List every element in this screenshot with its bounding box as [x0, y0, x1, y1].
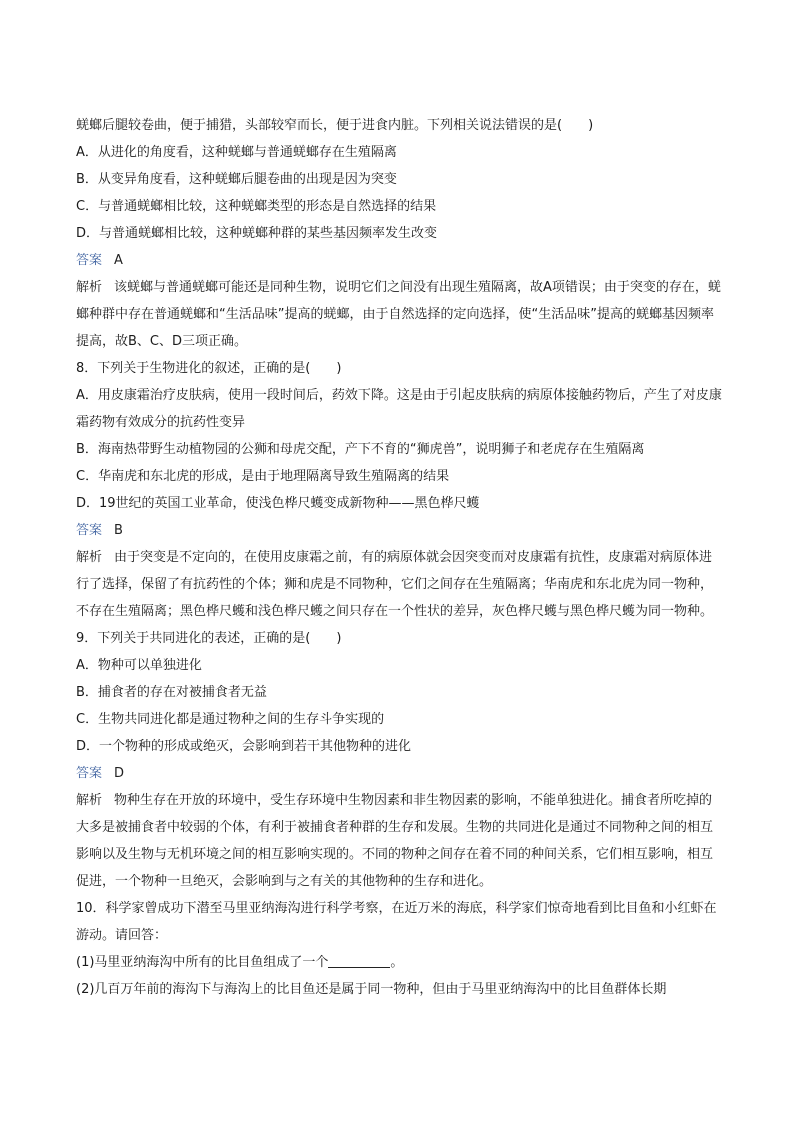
analysis-text: 该蜣螂与普通蜣螂可能还是同种生物，说明它们之间没有出现生殖隔离，故A项错误；由于突变的存在，蜣螂种群中存在普通蜣螂和“生活品味”提高的蜣螂，由于自然选择的定向选择，使“生活品味”提高的蜣螂基因频率提高，故B、C、D三项正确。	[76, 280, 721, 349]
answer-value: A	[114, 253, 123, 268]
analysis-label: 解析	[76, 793, 103, 808]
q10-sub2: (2)几百万年前的海沟下与海沟上的比目鱼还是属于同一物种，但由于马里亚纳海沟中的比目鱼群体长期	[76, 982, 667, 997]
q9-analysis	[76, 787, 722, 895]
q10-sub1-end: 。	[390, 955, 404, 970]
q7-option-b: B．从变异角度看，这种蜣螂后腿卷曲的出现是因为突变	[76, 172, 397, 187]
q7-option-a: A．从进化的角度看，这种蜣螂与普通蜣螂存在生殖隔离	[76, 145, 397, 160]
q8-answer	[76, 517, 722, 544]
q9-stem: 9．下列关于共同进化的表述，正确的是( )	[76, 631, 342, 646]
answer-label: 答案	[76, 523, 103, 538]
q8-stem: 8．下列关于生物进化的叙述，正确的是( )	[76, 361, 342, 376]
q10-sub1	[76, 949, 722, 976]
fill-blank	[328, 954, 390, 968]
q10-stem: 10．科学家曾成功下潜至马里亚纳海沟进行科学考察，在近万米的海底，科学家们惊奇地看到比目鱼和小红虾在游动。请回答：	[76, 901, 717, 943]
q8-analysis	[76, 544, 722, 625]
q10-sub1-text: (1)马里亚纳海沟中所有的比目鱼组成了一个	[76, 955, 329, 970]
q9-option-a: A．物种可以单独进化	[76, 658, 202, 673]
q7-option-d: D．与普通蜣螂相比较，这种蜣螂种群的某些基因频率发生改变	[76, 226, 438, 241]
q8-option-a: A．用皮康霜治疗皮肤病，使用一段时间后，药效下降。这是由于引起皮肤病的病原体接触药物后，产生了对皮康霜药物有效成分的抗药性变异	[76, 388, 722, 430]
q7-stem-tail: 蜣螂后腿较卷曲，便于捕猎，头部较窄而长，便于进食内脏。下列相关说法错误的是( )	[76, 118, 594, 133]
analysis-label: 解析	[76, 280, 103, 295]
answer-label: 答案	[76, 253, 103, 268]
q8-option-c: C．华南虎和东北虎的形成，是由于地理隔离导致生殖隔离的结果	[76, 469, 450, 484]
q7-option-c: C．与普通蜣螂相比较，这种蜣螂类型的形态是自然选择的结果	[76, 199, 437, 214]
q9-option-b: B．捕食者的存在对被捕食者无益	[76, 685, 267, 700]
q8-option-b: B．海南热带野生动植物园的公狮和母虎交配，产下不育的“狮虎兽”，说明狮子和老虎存在生殖隔离	[76, 442, 645, 457]
q9-option-d: D．一个物种的形成或绝灭，会影响到若干其他物种的进化	[76, 739, 412, 754]
q9-answer	[76, 760, 722, 787]
answer-value: B	[114, 523, 123, 538]
answer-value: D	[114, 766, 125, 781]
q9-option-c: C．生物共同进化都是通过物种之间的生存斗争实现的	[76, 712, 385, 727]
q7-answer	[76, 247, 722, 274]
analysis-text: 物种生存在开放的环境中，受生存环境中生物因素和非生物因素的影响，不能单独进化。捕食者所吃掉的大多是被捕食者中较弱的个体，有利于被捕食者种群的生存和发展。生物的共同进化是通过不同物种之间的相互影响以及生物与无机环境之间的相互影响实现的。不同的物种之间存在着不同的种间关系，它们相互影响，相互促进，一个物种一旦绝灭，会影响到与之有关的其他物种的生存和进化。	[76, 793, 714, 889]
analysis-text: 由于突变是不定向的，在使用皮康霜之前，有的病原体就会因突变而对皮康霜有抗性，皮康霜对病原体进行了选择，保留了有抗药性的个体；狮和虎是不同物种，它们之间存在生殖隔离；华南虎和东北虎为同一物种，不存在生殖隔离；黑色桦尺蠖和浅色桦尺蠖之间只存在一个性状的差异，灰色桦尺蠖与黑色桦尺蠖为同一物种。	[76, 550, 714, 619]
answer-label: 答案	[76, 766, 103, 781]
q7-analysis	[76, 274, 722, 355]
q8-option-d: D．19世纪的英国工业革命，使浅色桦尺蠖变成新物种——黑色桦尺蠖	[76, 496, 480, 511]
analysis-label: 解析	[76, 550, 103, 565]
